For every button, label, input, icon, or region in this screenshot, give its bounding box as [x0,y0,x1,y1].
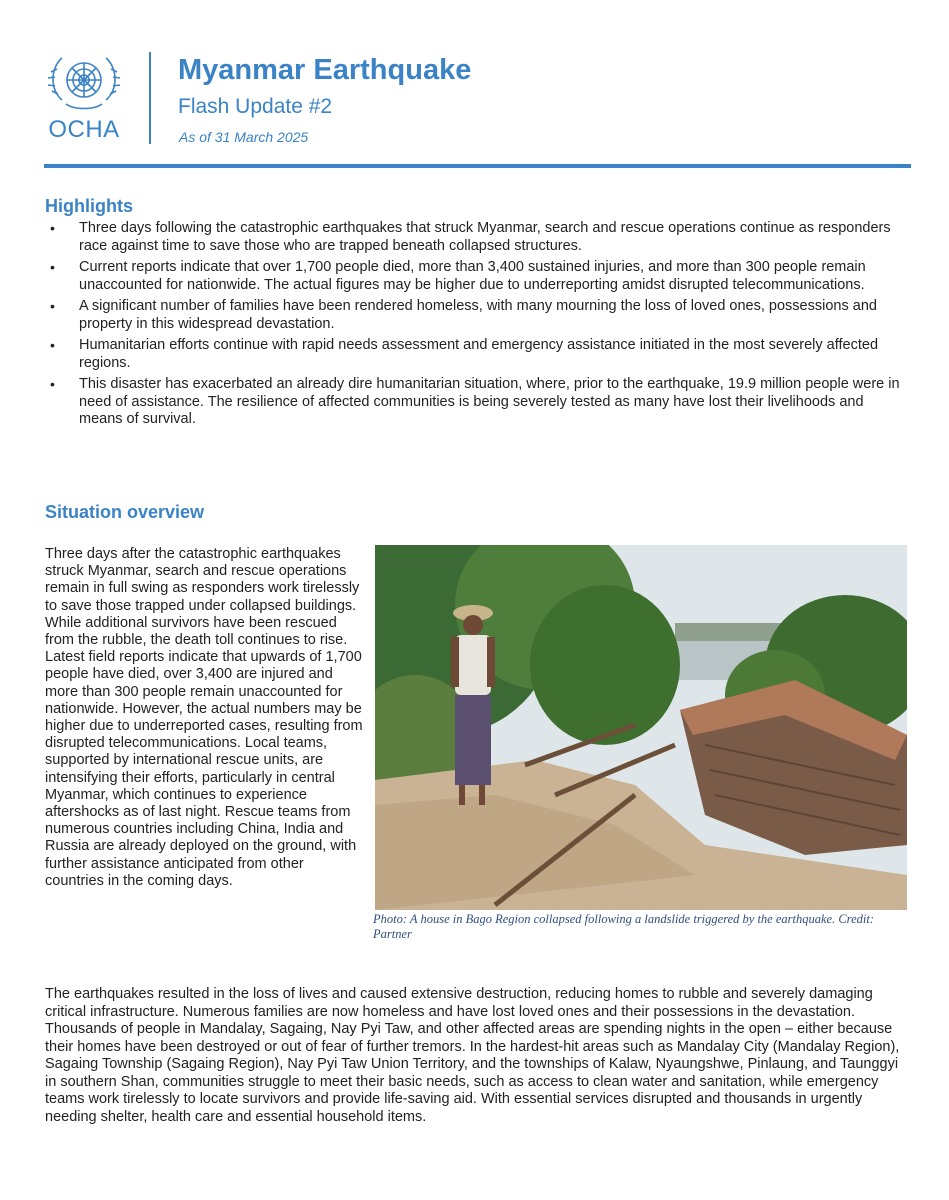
ocha-wordmark: OCHA [48,116,120,143]
situation-overview-heading: Situation overview [45,502,205,522]
list-item [45,259,905,294]
list-item [45,376,905,429]
situation-paragraph-1: Three days after the catastrophic earthquakes struck Myanmar, search and rescue operations remain in full swing as responders work tirelessly to save those trapped under collapsed buildings. While additional survivors have been rescued from the rubble, the death toll continues to rise. Latest field reports indicate that upwards of 1,700 people have died, over 3,400 are injured and more than 300 people remain unaccounted for nationwide. However, the actual numbers may be higher due to underreported cases, resulting from disrupted telecommunications. Local teams, supported by international rescue units, are intensifying their efforts, particularly in central Myanmar, which continues to experience aftershocks as of last night. Rescue teams from numerous countries including China, India and Russia are already deployed on the ground, with further assistance anticipated from other countries in the coming days. [45,546,363,889]
header-divider [149,52,151,144]
earthquake-photo [375,545,907,910]
list-item [45,220,905,255]
list-item [45,298,905,333]
bullet-icon: • [50,376,55,392]
bullet-icon: • [50,298,55,314]
list-item-text: Current reports indicate that over 1,700 people died, more than 3,400 sustained injuries, and more than 300 people remain unaccounted for nationwide. The actual figures may be higher due to underreporting amidst disrupted telecommunications. [79,259,866,293]
bullet-icon: • [50,337,55,353]
un-emblem-icon [42,50,126,116]
list-item-text: This disaster has exacerbated an already dire humanitarian situation, where, prior to the earthquake, 19.9 million people were in need of assistance. The resilience of affected communities is being severely tested as many have lost their livelihoods and means of survival. [79,376,900,427]
page-subtitle: Flash Update #2 [178,95,333,118]
highlights-heading: Highlights [45,196,133,216]
photo-caption: Photo: A house in Bago Region collapsed following a landslide triggered by the earthquake. Credit: Partner [373,912,874,941]
header-rule [44,164,911,168]
situation-paragraph-2: The earthquakes resulted in the loss of lives and caused extensive destruction, reducing homes to rubble and severely damaging critical infrastructure. Numerous families are now homeless and have lost loved ones and their possessions in the devastation. Thousands of people in Mandalay, Sagaing, Nay Pyi Taw, and other affected areas are spending nights in the open – either because their homes have been destroyed or out of fear of further tremors. In the hardest-hit areas such as Mandalay City (Mandalay Region), Sagaing Township (Sagaing Region), Nay Pyi Taw Union Territory, and the townships of Kalaw, Nyaungshwe, Pinlaung, and Taunggyi in southern Shan, communities struggle to meet their basic needs, such as access to clean water and sanitation, while emergency teams work tirelessly to locate survivors and provide life-saving aid. With essential services disrupted and thousands in urgently needing shelter, health care and essential household items. [45,986,900,1125]
bullet-icon: • [50,220,55,236]
list-item [45,337,905,372]
bullet-icon: • [50,259,55,275]
list-item-text: Three days following the catastrophic earthquakes that struck Myanmar, search and rescue operations continue as responders race against time to save those who are trapped beneath collapsed structures. [79,220,891,254]
list-item-text: A significant number of families have been rendered homeless, with many mourning the loss of loved ones, possessions and property in this widespread devastation. [79,298,877,332]
highlights-list [45,220,905,433]
as-of-date: As of 31 March 2025 [179,129,309,145]
list-item-text: Humanitarian efforts continue with rapid needs assessment and emergency assistance initiated in the most severely affected regions. [79,337,879,371]
page-title: Myanmar Earthquake [178,54,472,86]
ocha-logo [42,50,126,146]
